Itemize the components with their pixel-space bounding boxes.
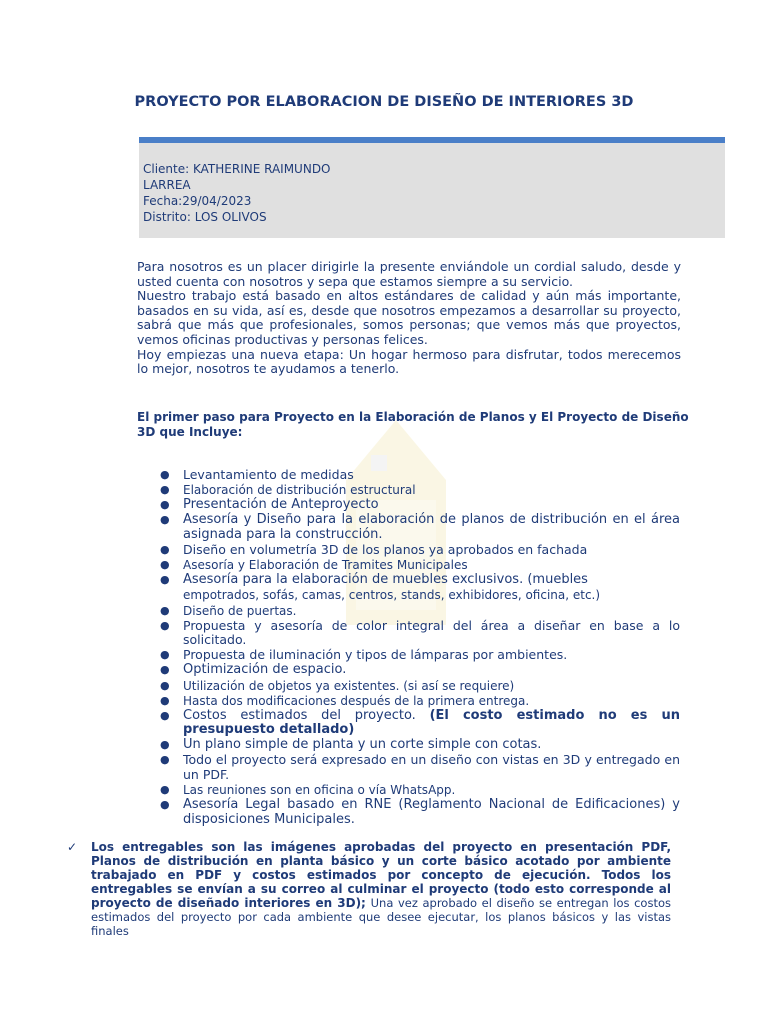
list-item: ● Asesoría Legal basado en RNE (Reglamento Nacional de Edificaciones) y disposiciones Municipales. — [160, 797, 680, 827]
checkmark-icon: ✓ — [67, 840, 78, 854]
client-name-line: Cliente: KATHERINE RAIMUNDO — [143, 162, 331, 176]
bullet-icon: ● — [160, 753, 170, 767]
client-district-line: Distrito: LOS OLIVOS — [143, 210, 267, 224]
list-item: ● Hasta dos modificaciones después de la primera entrega. — [160, 693, 530, 708]
step-title: El primer paso para Proyecto en la Elaboración de Planos y El Proyecto de Diseño 3D que Incluye: — [137, 410, 689, 439]
bullet-icon: ● — [160, 498, 170, 512]
list-item: ● Presentación de Anteproyecto — [160, 497, 379, 513]
intro-text — [137, 260, 681, 377]
list-item: ● Propuesta y asesoría de color integral del área a diseñar en base a lo solicitado. — [160, 617, 680, 648]
list-item: ● Todo el proyecto será expresado en un diseño con vistas en 3D y entregado en un PDF. — [160, 752, 680, 782]
client-surname-line: LARREA — [143, 178, 191, 192]
deliverables-note — [67, 840, 671, 938]
bullet-icon: ● — [160, 513, 170, 527]
client-date-line: Fecha:29/04/2023 — [143, 194, 252, 208]
intro-paragraph-1: Para nosotros es un placer dirigirle la presente enviándole un cordial saludo, desde y usted cuenta con nosotros y sepa que estamos siempre a su servicio. — [137, 259, 681, 289]
list-item: ● Costos estimados del proyecto. (El costo estimado no es un presupuesto detallado) — [160, 707, 680, 738]
bullet-icon: ● — [160, 783, 170, 796]
bullet-icon: ● — [160, 798, 170, 812]
list-item: ● Las reuniones son en oficina o vía WhatsApp. — [160, 783, 456, 797]
bullet-icon: ● — [160, 708, 170, 722]
deliverables-normal-text: Una vez aprobado el diseño se entregan los costos estimados del proyecto por cada ambiente que desee ejecutar, los planos básicos y las vistas finales — [91, 896, 671, 938]
page-title: PROYECTO POR ELABORACION DE DISEÑO DE INTERIORES 3D — [134, 94, 634, 110]
list-item: ● Optimización de espacio. — [160, 662, 347, 678]
list-item: ● Propuesta de iluminación y tipos de lámparas por ambientes. — [160, 647, 568, 663]
list-item: ● Asesoría y Diseño para la elaboración de planos de distribución en el área asignada para la construcción. — [160, 512, 680, 542]
list-item: ● Un plano simple de planta y un corte simple con cotas. — [160, 737, 542, 753]
client-info-box — [139, 137, 725, 238]
bullet-icon: ● — [160, 603, 170, 617]
list-item: ● Utilización de objetos ya existentes. (si así se requiere) — [160, 678, 515, 693]
list-item: ● Elaboración de distribución estructural — [160, 483, 416, 498]
client-info-lines — [143, 161, 331, 225]
list-item: ● Asesoría y Elaboración de Tramites Municipales — [160, 557, 468, 572]
deliverables-bold-text: Los entregables son las imágenes aprobadas del proyecto en presentación PDF, Planos de distribución en planta básico y un corte básico acotado por ambiente trabajado en PDF y costos estimados por concepto de ejecución. Todos los entregables se envían a su correo al culminar el proyecto (todo esto corresponde al proyecto de diseñado interiores en 3D); — [91, 840, 671, 910]
list-item: ● Diseño en volumetría 3D de los planos ya aprobados en fachada — [160, 541, 588, 557]
list-item-subtext: empotrados, sofás, camas, centros, stands, exhibidores, oficina, etc.) — [183, 587, 601, 602]
bullet-icon: ● — [160, 483, 170, 497]
intro-paragraph-3: Hoy empiezas una nueva etapa: Un hogar hermoso para disfrutar, todos merecemos lo mejor, nosotros te ayudamos a tenerlo. — [137, 346, 681, 377]
bullet-icon: ● — [160, 468, 170, 481]
list-item: ● Diseño de puertas. — [160, 603, 297, 618]
bullet-icon: ● — [160, 618, 170, 632]
list-item: ● Asesoría para la elaboración de muebles exclusivos. (muebles empotrados, sofás, camas, centros, stands, exhibidores, oficina, etc.) — [160, 572, 601, 602]
bullet-icon: ● — [160, 557, 170, 571]
cost-disclaimer: (El costo estimado no es un presupuesto detallado) — [183, 707, 680, 738]
bullet-icon: ● — [160, 573, 170, 587]
bullet-icon: ● — [160, 663, 170, 677]
services-list — [160, 468, 680, 828]
bullet-icon: ● — [160, 678, 170, 692]
bullet-icon: ● — [160, 693, 170, 707]
bullet-icon: ● — [160, 738, 170, 752]
list-item: ● Levantamiento de medidas — [160, 467, 354, 482]
bullet-icon: ● — [160, 648, 170, 662]
intro-paragraph-2: Nuestro trabajo está basado en altos estándares de calidad y aún más importante, basados en su vida, así es, desde que nosotros empezamos a desarrollar su proyecto, sabrá que más que profesionales, somos personas; que vemos más que proyectos, vemos oficinas productivas y personas felices. — [137, 288, 681, 347]
bullet-icon: ● — [160, 542, 170, 556]
